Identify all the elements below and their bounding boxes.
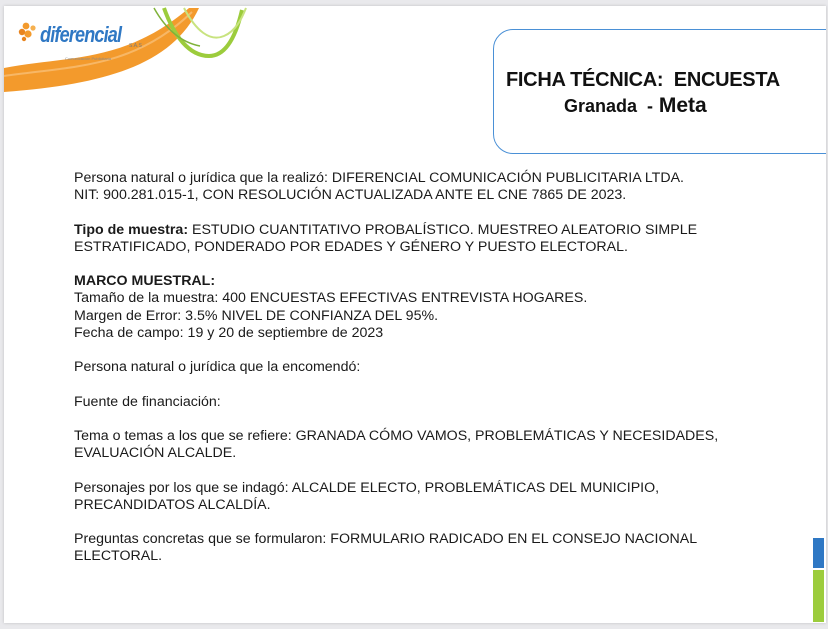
company-logo	[18, 20, 148, 70]
logo-suffix: S.A.S	[129, 43, 142, 49]
logo-wordmark: diferencial	[40, 22, 122, 47]
title-frame	[493, 29, 826, 154]
document-title: FICHA TÉCNICA: ENCUESTA	[506, 69, 780, 91]
subtitle-place: Granada	[564, 96, 638, 116]
realizo-line-1: Persona natural o jurídica que la realizó: DIFERENCIAL COMUNICACIÓN PUBLICITARIA LTDA.	[74, 170, 684, 186]
subtitle-meta: Meta	[653, 94, 707, 117]
preguntas-line-1: Preguntas concretas que se formularon: FORMULARIO RADICADO EN EL CONSEJO NACIONAL	[74, 531, 698, 548]
logo-tagline: Comunicación Publicitaria	[65, 56, 112, 61]
encomendo-line: Persona natural o jurídica que la encomendó:	[74, 359, 361, 376]
realizo-line-2: NIT: 900.281.015-1, CON RESOLUCIÓN ACTUALIZADA ANTE EL CNE 7865 DE 2023.	[74, 187, 627, 204]
side-accent-green	[813, 570, 824, 622]
tipo-muestra-value: ESTUDIO CUANTITATIVO PROBALÍSTICO. MUESTREO ALEATORIO SIMPLE	[188, 221, 698, 238]
personajes-line-2: PRECANDIDATOS ALCALDÍA.	[74, 496, 271, 513]
subtitle-separator: -	[637, 96, 654, 116]
tema-line-2: EVALUACIÓN ALCALDE.	[74, 445, 237, 462]
tipo-muestra-label: Tipo de muestra:	[74, 221, 189, 238]
document-subtitle	[564, 94, 707, 118]
personajes-line-1: Personajes por los que se indagó: ALCALDE ELECTO, PROBLEMÁTICAS DEL MUNICIPIO,	[74, 479, 660, 496]
preguntas-line-2: ELECTORAL.	[74, 548, 163, 565]
tamano-muestra: Tamaño de la muestra: 400 ENCUESTAS EFECTIVAS ENTREVISTA HOGARES.	[74, 290, 588, 307]
document-page	[4, 6, 826, 623]
logo-flower-icon	[18, 20, 42, 44]
side-accent-blue	[813, 538, 824, 568]
fuente-financiacion: Fuente de financiación:	[74, 393, 221, 410]
fecha-campo: Fecha de campo: 19 y 20 de septiembre de 2023	[74, 324, 384, 341]
tipo-muestra-line-1	[74, 222, 774, 239]
technical-sheet-body	[74, 170, 774, 566]
margen-error: Margen de Error: 3.5% NIVEL DE CONFIANZA DEL 95%.	[74, 307, 439, 324]
marco-muestral-heading: MARCO MUESTRAL:	[74, 273, 216, 290]
tema-line-1: Tema o temas a los que se refiere: GRANADA CÓMO VAMOS, PROBLEMÁTICAS Y NECESIDADES,	[74, 427, 719, 444]
tipo-muestra-line-2: ESTRATIFICADO, PONDERADO POR EDADES Y GÉNERO Y PUESTO ELECTORAL.	[74, 238, 628, 255]
